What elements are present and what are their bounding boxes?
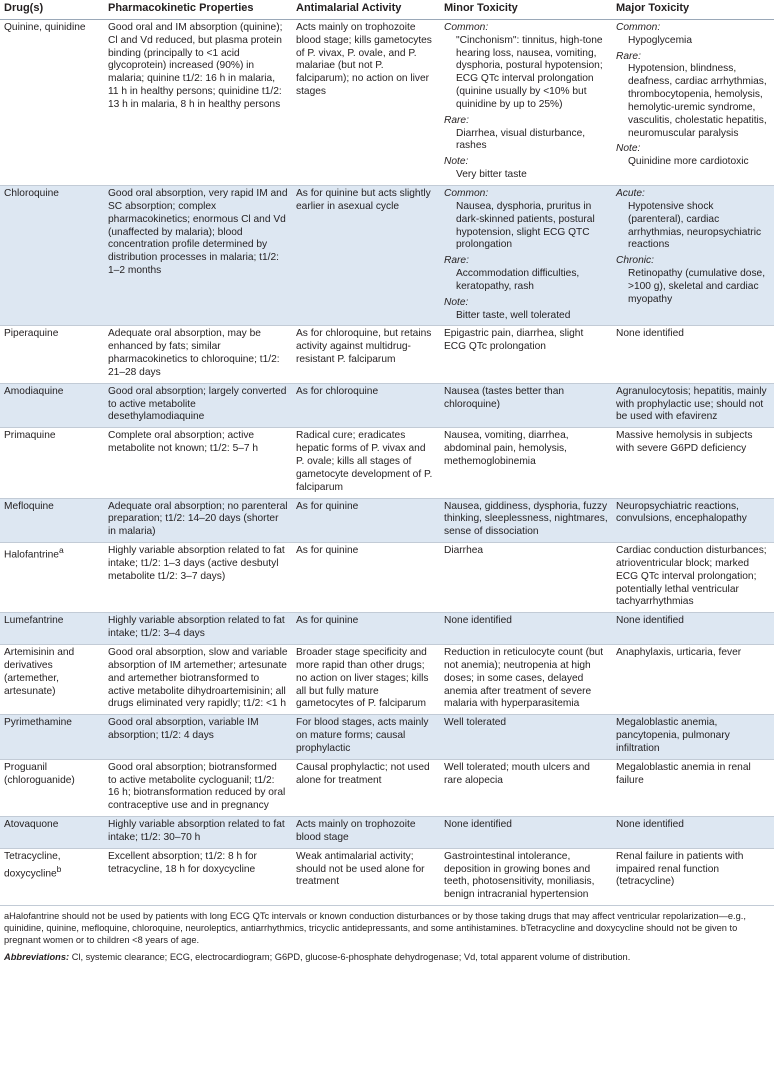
- drug-cell: [0, 848, 104, 905]
- rare-label: Rare:: [616, 50, 641, 62]
- major-toxicity-cell: Agranulocytosis; hepatitis, mainly with prophylactic use; should not be used with efavirenz: [612, 383, 774, 428]
- major-toxicity-cell: None identified: [612, 817, 774, 849]
- activity-cell: Acts mainly on trophozoite blood stage: [292, 817, 440, 849]
- pk-cell: Highly variable absorption related to fat intake; t1/2: 3–4 days: [104, 613, 292, 645]
- common-label: Common:: [616, 21, 661, 33]
- table-header-row: [0, 0, 774, 19]
- activity-cell: As for chloroquine, but retains activity against multidrug-resistant P. falciparum: [292, 326, 440, 383]
- minor-toxicity-cell: None identified: [440, 613, 612, 645]
- drug-cell: Piperaquine: [0, 326, 104, 383]
- activity-cell: As for quinine: [292, 613, 440, 645]
- activity-cell: Causal prophylactic; not used alone for treatment: [292, 759, 440, 816]
- pk-cell: Good oral and IM absorption (quinine); Cl and Vd reduced, but plasma protein binding (principally to <1 acid glycoprotein) increased (90%) in malaria; quinine t1/2: 16 h in malaria, 11 h in healthy persons; quinidine t1/2: 13 h in malaria, 8 h in healthy persons: [104, 19, 292, 185]
- drug-cell: [0, 543, 104, 613]
- col-header-drugs: Drug(s): [0, 0, 104, 19]
- drug-cell: Chloroquine: [0, 185, 104, 325]
- rare-text: Hypotension, blindness, deafness, cardiac arrhythmias, thrombocytopenia, hemolysis, hemolytic-uremic syndrome, vasculitis, cholestatic hepatitis, neuromuscular paralysis: [628, 63, 767, 139]
- pk-cell: Adequate oral absorption, may be enhanced by fats; similar pharmacokinetics to chloroquine; t1/2: 21–28 days: [104, 326, 292, 383]
- table-row-pyrimethamine: [0, 715, 774, 760]
- abbreviations-line: [0, 946, 774, 964]
- table-row-piperaquine: [0, 326, 774, 383]
- activity-cell: Broader stage specificity and more rapid than other drugs; no action on liver stages; kills all but fully mature gametocytes of P. falciparum: [292, 644, 440, 714]
- common-text: Hypoglycemia: [628, 34, 692, 46]
- major-toxicity-cell: Megaloblastic anemia, pancytopenia, pulmonary infiltration: [612, 715, 774, 760]
- minor-toxicity-cell: [440, 19, 612, 185]
- table-row-lumefantrine: [0, 613, 774, 645]
- minor-toxicity-cell: Nausea, vomiting, diarrhea, abdominal pain, hemolysis, methemoglobinemia: [440, 428, 612, 498]
- table-row-mefloquine: [0, 498, 774, 543]
- footnote-marker: a: [58, 545, 64, 556]
- minor-toxicity-cell: Diarrhea: [440, 543, 612, 613]
- col-header-activity: Antimalarial Activity: [292, 0, 440, 19]
- activity-cell: As for quinine but acts slightly earlier in asexual cycle: [292, 185, 440, 325]
- table-row-quinine: [0, 19, 774, 185]
- pk-cell: Good oral absorption; biotransformed to active metabolite cycloguanil; t1/2: 16 h; biotransformation reduced by oral contraceptive use and in pregnancy: [104, 759, 292, 816]
- abbreviations-label: Abbreviations:: [4, 952, 70, 963]
- activity-cell: As for quinine: [292, 543, 440, 613]
- pk-cell: Good oral absorption; largely converted to active metabolite desethylamodiaquine: [104, 383, 292, 428]
- table-row-amodiaquine: [0, 383, 774, 428]
- drug-cell: Quinine, quinidine: [0, 19, 104, 185]
- minor-toxicity-cell: Well tolerated: [440, 715, 612, 760]
- minor-toxicity-cell: Nausea (tastes better than chloroquine): [440, 383, 612, 428]
- pk-cell: Good oral absorption, slow and variable absorption of IM artemether; artesunate and artemether biotransformed to active metabolite dihydroartemisinin; all drugs eliminated very rapidly; t1/2: <1 h: [104, 644, 292, 714]
- table-row-tetracycline: [0, 848, 774, 905]
- acute-label: Acute:: [616, 187, 645, 199]
- footnote-marker: b: [56, 863, 62, 874]
- activity-cell: As for chloroquine: [292, 383, 440, 428]
- rare-text: Accommodation difficulties, keratopathy, rash: [456, 268, 580, 292]
- pk-cell: Good oral absorption, variable IM absorption; t1/2: 4 days: [104, 715, 292, 760]
- table-row-chloroquine: [0, 185, 774, 325]
- activity-cell: As for quinine: [292, 498, 440, 543]
- drug-cell: Amodiaquine: [0, 383, 104, 428]
- note-text: Very bitter taste: [456, 169, 527, 181]
- minor-toxicity-cell: Epigastric pain, diarrhea, slight ECG QTc prolongation: [440, 326, 612, 383]
- major-toxicity-cell: [612, 185, 774, 325]
- major-toxicity-cell: [612, 19, 774, 185]
- drug-name: Halofantrine: [4, 549, 59, 561]
- drug-name: Tetracycline, doxycycline: [4, 850, 61, 880]
- pk-cell: Excellent absorption; t1/2: 8 h for tetracycline, 18 h for doxycycline: [104, 848, 292, 905]
- rare-label: Rare:: [444, 114, 469, 126]
- major-toxicity-cell: Neuropsychiatric reactions, convulsions, encephalopathy: [612, 498, 774, 543]
- pk-cell: Adequate oral absorption; no parenteral preparation; t1/2: 14–20 days (shorter in malaria): [104, 498, 292, 543]
- abbreviations-text: Cl, systemic clearance; ECG, electrocardiogram; G6PD, glucose-6-phosphate dehydrogenase; Vd, total apparent volume of distribution.: [71, 952, 631, 963]
- note-text: Quinidine more cardiotoxic: [628, 156, 749, 168]
- col-header-major-toxicity: Major Toxicity: [612, 0, 774, 19]
- table-row-halofantrine: [0, 543, 774, 613]
- note-label: Note:: [444, 296, 469, 308]
- rare-label: Rare:: [444, 255, 469, 267]
- pk-cell: Good oral absorption, very rapid IM and SC absorption; complex pharmacokinetics; enormous Cl and Vd (unaffected by malaria); blood concentration profile determined by distribution processes in malaria; t1/2: 1–2 months: [104, 185, 292, 325]
- minor-toxicity-cell: [440, 185, 612, 325]
- drug-cell: Atovaquone: [0, 817, 104, 849]
- table-row-atovaquone: [0, 817, 774, 849]
- major-toxicity-cell: Megaloblastic anemia in renal failure: [612, 759, 774, 816]
- drug-cell: Pyrimethamine: [0, 715, 104, 760]
- note-label: Note:: [616, 143, 641, 155]
- note-text: Bitter taste, well tolerated: [456, 309, 571, 321]
- common-text: "Cinchonism": tinnitus, high-tone hearing loss, nausea, vomiting, dysphoria, postural hypotension; ECG QTc interval prolongation (quinine usually by <10% but quinidine by up to 25%): [456, 34, 603, 110]
- pk-cell: Highly variable absorption related to fat intake; t1/2: 30–70 h: [104, 817, 292, 849]
- common-text: Nausea, dysphoria, pruritus in dark-skinned patients, postural hypotension, slight ECG QTC prolongation: [456, 200, 595, 251]
- activity-cell: For blood stages, acts mainly on mature forms; causal prophylactic: [292, 715, 440, 760]
- major-toxicity-cell: Renal failure in patients with impaired renal function (tetracycline): [612, 848, 774, 905]
- drug-cell: Primaquine: [0, 428, 104, 498]
- activity-cell: Acts mainly on trophozoite blood stage; kills gametocytes of P. vivax, P. ovale, and P. malariae (but not P. falciparum); no action on liver stages: [292, 19, 440, 185]
- table-footnotes: aHalofantrine should not be used by patients with long ECG QTc intervals or known conduction disturbances or by those taking drugs that may affect ventricular repolarization—e.g., quinidine, quinine, mefloquine, chloroquine, neuroleptics, antiarrhythmics, tricyclic antidepressants, and some antihistamines. bTetracycline and doxycycline should not be given to pregnant women or to children <8 years of age.: [4, 911, 746, 946]
- col-header-minor-toxicity: Minor Toxicity: [440, 0, 612, 19]
- table-row-primaquine: [0, 428, 774, 498]
- chronic-label: Chronic:: [616, 255, 654, 267]
- major-toxicity-cell: Massive hemolysis in subjects with severe G6PD deficiency: [612, 428, 774, 498]
- rare-text: Diarrhea, visual disturbance, rashes: [456, 127, 586, 152]
- minor-toxicity-cell: None identified: [440, 817, 612, 849]
- drug-cell: Lumefantrine: [0, 613, 104, 645]
- drug-cell: Proguanil (chloroguanide): [0, 759, 104, 816]
- col-header-pharmacokinetics: Pharmacokinetic Properties: [104, 0, 292, 19]
- drug-cell: Artemisinin and derivatives (artemether, artesunate): [0, 644, 104, 714]
- major-toxicity-cell: None identified: [612, 326, 774, 383]
- minor-toxicity-cell: Reduction in reticulocyte count (but not anemia); neutropenia at high doses; in some cases, delayed anemia after treatment of severe malaria with hyperparasitemia: [440, 644, 612, 714]
- note-label: Note:: [444, 156, 469, 168]
- major-toxicity-cell: None identified: [612, 613, 774, 645]
- minor-toxicity-cell: Nausea, giddiness, dysphoria, fuzzy thinking, sleeplessness, nightmares, sense of dissociation: [440, 498, 612, 543]
- major-toxicity-cell: Anaphylaxis, urticaria, fever: [612, 644, 774, 714]
- minor-toxicity-cell: Gastrointestinal intolerance, deposition in growing bones and teeth, photosensitivity, moniliasis, benign intracranial hypertension: [440, 848, 612, 905]
- minor-toxicity-cell: Well tolerated; mouth ulcers and rare alopecia: [440, 759, 612, 816]
- table-row-artemisinin: [0, 644, 774, 714]
- pk-cell: Highly variable absorption related to fat intake; t1/2: 1–3 days (active desbutyl metabolite t1/2: 3–7 days): [104, 543, 292, 613]
- table-row-proguanil: [0, 759, 774, 816]
- common-label: Common:: [444, 21, 489, 33]
- common-label: Common:: [444, 187, 489, 199]
- activity-cell: Radical cure; eradicates hepatic forms of P. vivax and P. ovale; kills all stages of gametocyte development of P. falciparum: [292, 428, 440, 498]
- acute-text: Hypotensive shock (parenteral), cardiac arrhythmias, neuropsychiatric reactions: [628, 200, 762, 251]
- pk-cell: Complete oral absorption; active metabolite not known; t1/2: 5–7 h: [104, 428, 292, 498]
- drug-cell: Mefloquine: [0, 498, 104, 543]
- major-toxicity-cell: Cardiac conduction disturbances; atrioventricular block; marked ECG QTc interval prolongation; potentially lethal ventricular tachyarrhythmias: [612, 543, 774, 613]
- chronic-text: Retinopathy (cumulative dose, >100 g), skeletal and cardiac myopathy: [628, 268, 766, 305]
- activity-cell: Weak antimalarial activity; should not be used alone for treatment: [292, 848, 440, 905]
